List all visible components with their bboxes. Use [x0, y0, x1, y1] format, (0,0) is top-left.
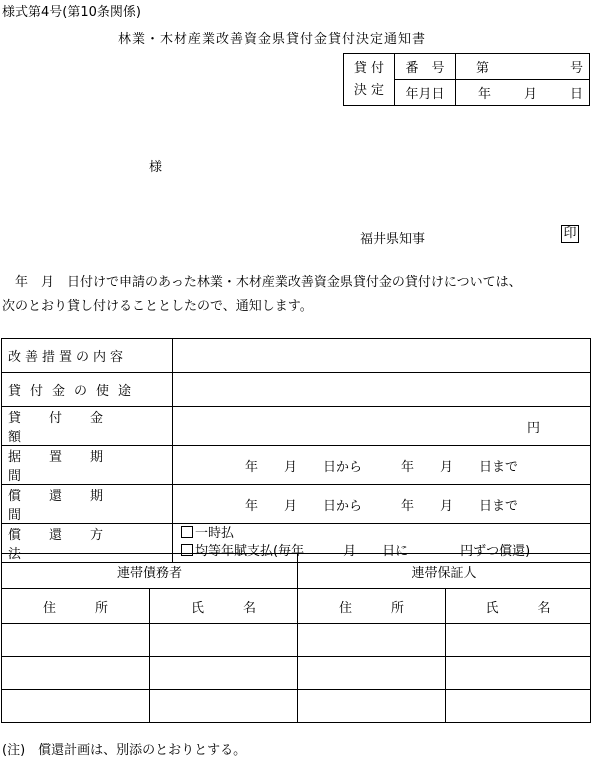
repay-period-value[interactable]: 年 月 日から 年 月 日まで [173, 485, 591, 524]
addressee-suffix: 様 [149, 160, 163, 175]
grace-value[interactable]: 年 月 日から 年 月 日まで [173, 446, 591, 485]
guarantor-name-label: 氏 名 [446, 589, 591, 624]
date-value: 年 月 日 [456, 80, 590, 106]
debtor-address-label: 住 所 [2, 589, 150, 624]
row-grace [2, 446, 591, 485]
row-usage [2, 373, 591, 407]
amount-value[interactable] [173, 407, 591, 446]
decision-label: 貸 付 決 定 [344, 54, 395, 106]
guarantor-name-cell[interactable] [446, 690, 591, 723]
guarantor-address-cell[interactable] [298, 624, 446, 657]
guarantor-address-cell[interactable] [298, 657, 446, 690]
row-improvement [2, 339, 591, 373]
guarantor-name-cell[interactable] [446, 624, 591, 657]
debtor-name-cell[interactable] [150, 657, 298, 690]
repay-period-label: 償還期間 [2, 485, 173, 524]
debtor-header: 連帯債務者 [2, 554, 298, 589]
guarantors-table [1, 553, 591, 723]
improvement-value[interactable] [173, 339, 591, 373]
debtor-name-cell[interactable] [150, 690, 298, 723]
improvement-label: 改善措置の内容 [2, 339, 173, 373]
table-row [2, 657, 591, 690]
amount-unit: 円 [526, 420, 540, 436]
guarantor-header: 連帯保証人 [298, 554, 591, 589]
footnote: (注) 償還計画は、別添のとおりとする。 [2, 743, 247, 758]
usage-label: 貸付金の使途 [2, 373, 173, 407]
method-option-installment[interactable]: 均等年賦支払(毎年 月 日に 円ずつ償還) [181, 543, 590, 561]
usage-value[interactable] [173, 373, 591, 407]
document-title: 林業・木材産業改善資金県貸付金貸付決定通知書 [118, 32, 427, 47]
guarantor-name-cell[interactable] [446, 657, 591, 690]
row-amount [2, 407, 591, 446]
repay-method-label: 償還方法 [2, 524, 173, 563]
grace-label: 据置期間 [2, 446, 173, 485]
guarantor-address-label: 住 所 [298, 589, 446, 624]
method-option-lump-sum[interactable]: 一時払 [181, 525, 590, 543]
decision-box [343, 53, 590, 106]
debtor-name-label: 氏 名 [150, 589, 298, 624]
debtor-name-cell[interactable] [150, 624, 298, 657]
checkbox-icon[interactable] [181, 526, 193, 538]
debtor-address-cell[interactable] [2, 624, 150, 657]
number-label: 番 号 [395, 54, 456, 80]
table-row [2, 624, 591, 657]
form-number: 様式第4号(第10条関係) [2, 5, 141, 20]
loan-details-table [1, 338, 591, 563]
table-row [2, 690, 591, 723]
number-value: 第 号 [456, 54, 590, 80]
debtor-address-cell[interactable] [2, 657, 150, 690]
date-label: 年月日 [395, 80, 456, 106]
guarantor-address-cell[interactable] [298, 690, 446, 723]
amount-label: 貸付金額 [2, 407, 173, 446]
seal-mark: 印 [561, 225, 579, 243]
issuer: 福井県知事 [360, 232, 426, 247]
body-line-2: 次のとおり貸し付けることとしたので、通知します。 [2, 299, 313, 314]
body-line-1: 年 月 日付けで申請のあった林業・木材産業改善資金県貸付金の貸付けについては、 [2, 275, 522, 290]
row-repay-period [2, 485, 591, 524]
debtor-address-cell[interactable] [2, 690, 150, 723]
